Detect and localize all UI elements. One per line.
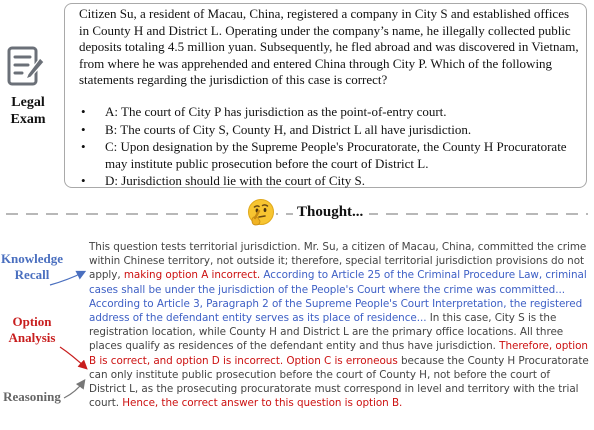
thought-paragraph <box>89 240 589 410</box>
legal-exam-label-line2: Exam <box>10 112 46 127</box>
thought-segment-gray: In this case, City S is the registration location, while County H and District L are the primary office locations. All three places qualify as residences of the defendant entity and thus have jurisdiction. <box>89 312 564 353</box>
legal-exam-label-line1: Legal <box>11 95 45 110</box>
thinking-face-icon <box>246 198 276 228</box>
question-box <box>64 3 587 188</box>
reasoning-arrow <box>64 381 84 398</box>
thought-segment-red: Hence, the correct answer to this question is option B. <box>122 397 403 410</box>
option-b: • B: The courts of City S, County H, and District L all have jurisdiction. <box>79 122 579 139</box>
option-d: • D: Jurisdiction should lie with the court of City S. <box>79 173 579 190</box>
document-pen-icon <box>6 44 46 88</box>
question-text: Citizen Su, a resident of Macau, China, registered a company in City S and established offices in County H and District L. Operating under the company’s name, he illegally collected public deposits totaling 4.5 million yuan. Subsequently, he fled abroad and was discovered in Vietnam, from where he was apprehended and entered China through City P. Which of the following statements regarding the jurisdiction of this case is correct? <box>79 6 579 88</box>
option-analysis-label <box>2 314 62 346</box>
option-analysis-label-line1: Option <box>12 314 52 329</box>
thought-segment-red: Therefore, option B is correct, and option D is incorrect. <box>89 340 588 367</box>
thought-segment-red: making option A incorrect. <box>123 269 261 282</box>
options-list <box>79 104 579 191</box>
thought-label: Thought... <box>293 204 369 221</box>
option-analysis-label-line2: Analysis <box>8 330 56 345</box>
thought-segment-gray: because the County H Procuratorate can only institute public prosecution before the court of County H, not before the court of District L, as the prosecuting procuratorate must correspond in level and territory with the trial court. <box>89 354 589 410</box>
thought-segment-red: Option C is erroneous <box>286 354 398 367</box>
knowledge-recall-label <box>0 251 64 283</box>
thought-segment-gray: This question tests territorial jurisdiction. Mr. Su, a citizen of Macau, China, committed the crime within Chinese territory, not outside it; therefore, special territorial jurisdiction provisions do not apply, <box>89 241 587 282</box>
knowledge-recall-label-line1: Knowledge <box>0 251 64 266</box>
legal-exam-label <box>4 94 52 128</box>
option-a: • A: The court of City P has jurisdiction as the point-of-entry court. <box>79 104 579 121</box>
option-c: • C: Upon designation by the Supreme People's Procuratorate, the County H Procuratorate may institute public prosecution before the court of District L. <box>79 139 579 172</box>
option-analysis-arrow <box>60 347 86 368</box>
thought-segment-blue: According to Article 25 of the Criminal Procedure Law, criminal cases shall be under the jurisdiction of the People's Court where the crime was committed... According to Article 3, Paragraph 2 of the Supreme People's Court Interpretation, the registered address of the defendant entity serves as its place of residence... <box>89 269 587 325</box>
knowledge-recall-label-line2: Recall <box>14 267 50 282</box>
reasoning-label: Reasoning <box>3 389 61 404</box>
